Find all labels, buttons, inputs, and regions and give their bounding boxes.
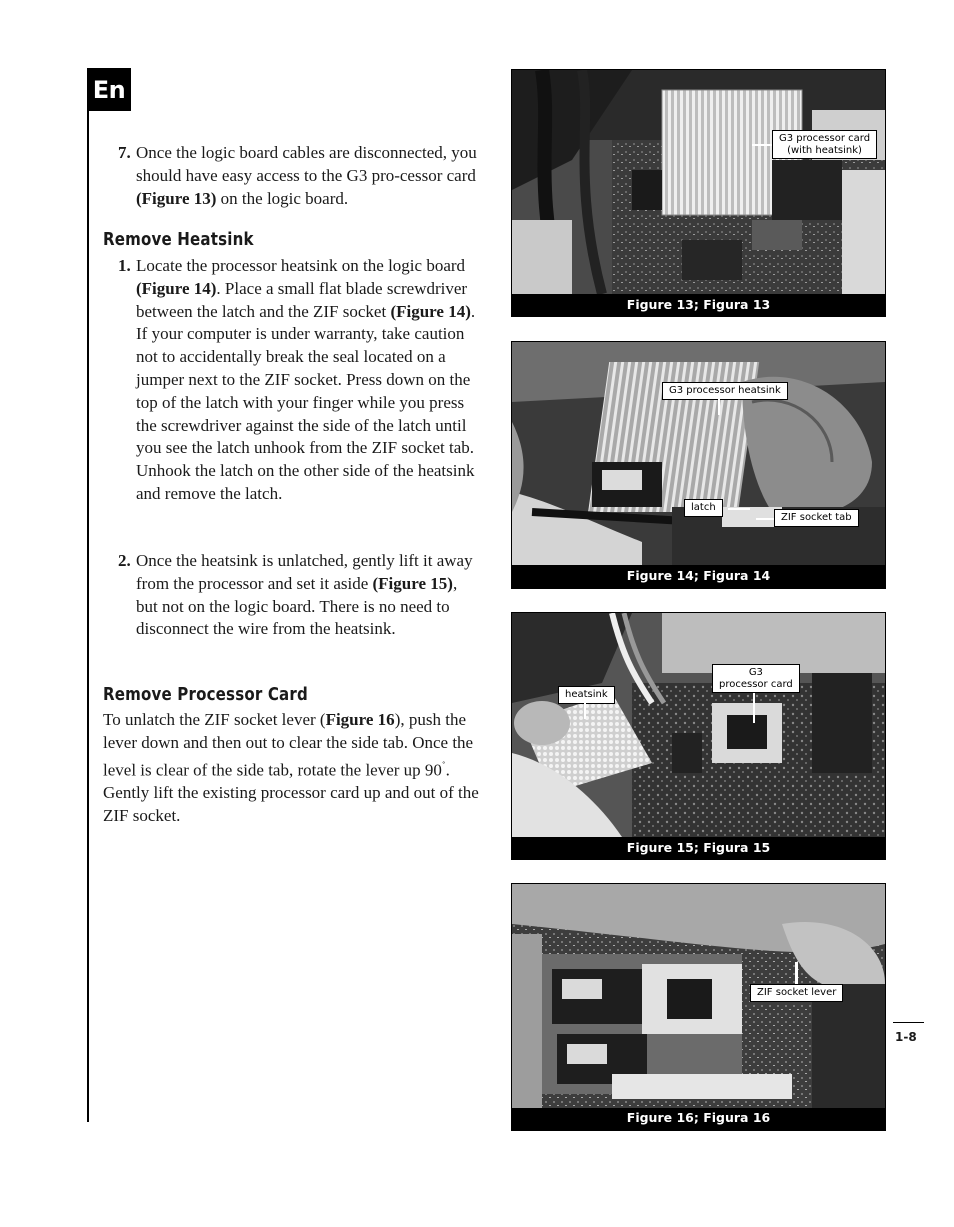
heading-remove-processor-card: Remove Processor Card: [103, 685, 308, 705]
step-number: 2.: [118, 551, 131, 570]
figure-ref: Figure 16: [325, 710, 395, 729]
figure-14-caption: Figure 14; Figura 14: [626, 568, 771, 583]
step-text: Once the logic board cables are disconnected, you should have easy access to the G3 pro-cessor card: [136, 143, 477, 185]
figure-15: [511, 612, 886, 860]
step-text: on the logic board.: [216, 188, 349, 208]
figure-13-photo: [512, 70, 885, 294]
figure-14: [511, 341, 886, 589]
step-text: Once the heatsink is unlatched, gently lift it away from the processor and set it aside: [136, 551, 473, 593]
body-text: ), push the lever down and then out to clear the side tab. Once the level is clear of the side tab, rotate the lever up 90: [103, 710, 474, 780]
callout-line: G3: [748, 667, 763, 678]
step-7: [118, 142, 480, 210]
leader-line: [752, 144, 772, 146]
page-number: 1-8: [895, 1030, 917, 1044]
callout-heatsink: heatsink: [558, 686, 615, 704]
heading-remove-heatsink: Remove Heatsink: [103, 230, 254, 250]
figure-14-photo: [512, 342, 885, 565]
callout-latch: latch: [684, 499, 723, 517]
body-text: . Gently lift the existing processor card up and out of the ZIF socket.: [103, 760, 479, 825]
leader-line: [756, 518, 774, 520]
margin-rule: [87, 68, 89, 1122]
callout-g3-processor-card: [712, 664, 800, 693]
figure-15-photo: [512, 613, 885, 837]
figure-ref: (Figure 13): [136, 188, 217, 208]
degree-symbol: ˚: [441, 759, 446, 772]
callout-line: (with heatsink): [787, 144, 862, 156]
callout-zif-socket-lever: ZIF socket lever: [750, 984, 843, 1002]
language-tab: En: [87, 68, 131, 111]
leader-line: [728, 508, 750, 510]
step-text: , but not on the logic board. There is no need to disconnect the wire from the heatsink.: [136, 573, 458, 639]
leader-line: [718, 399, 720, 415]
processor-card-paragraph: [103, 709, 479, 828]
callout-zif-socket-tab: ZIF socket tab: [774, 509, 859, 527]
figure-13-caption: Figure 13; Figura 13: [626, 297, 771, 312]
figure-ref: (Figure 14): [390, 301, 471, 321]
callout-line: processor card: [719, 678, 793, 690]
leader-line: [753, 693, 755, 723]
figure-15-caption: Figure 15; Figura 15: [626, 840, 771, 855]
callout-g3-processor-card: [772, 130, 877, 159]
heatsink-step-2: [118, 550, 480, 641]
figure-16-photo: [512, 884, 885, 1108]
figure-16-caption: Figure 16; Figura 16: [626, 1110, 771, 1125]
body-text: To unlatch the ZIF socket lever (: [103, 710, 326, 729]
figure-13: [511, 69, 886, 317]
figure-ref: (Figure 15): [372, 573, 453, 593]
figure-16: [511, 883, 886, 1131]
page-number-rule: [893, 1022, 924, 1023]
callout-line: G3 processor card: [779, 133, 871, 144]
callout-g3-heatsink: G3 processor heatsink: [662, 382, 788, 400]
step-number: 1.: [118, 256, 131, 275]
figure-ref: (Figure 14): [136, 278, 217, 298]
leader-line: [584, 703, 586, 719]
step-text: Locate the processor heatsink on the logic board: [136, 256, 466, 275]
leader-line: [795, 962, 798, 984]
heatsink-step-1: [118, 255, 480, 506]
step-number: 7.: [118, 143, 131, 162]
step-text: . Place a small flat blade screwdriver between the latch and the ZIF socket: [136, 278, 468, 321]
step-text: . If your computer is under warranty, take caution not to accidentally break the seal located on a jumper next to the ZIF socket. Press down on the top of the latch with your finger while you press the screwdriver against the side of the latch until you see the latch unhook from the ZIF socket tab. Unhook the latch on the other side of the heatsink and remove the latch.: [136, 301, 476, 503]
